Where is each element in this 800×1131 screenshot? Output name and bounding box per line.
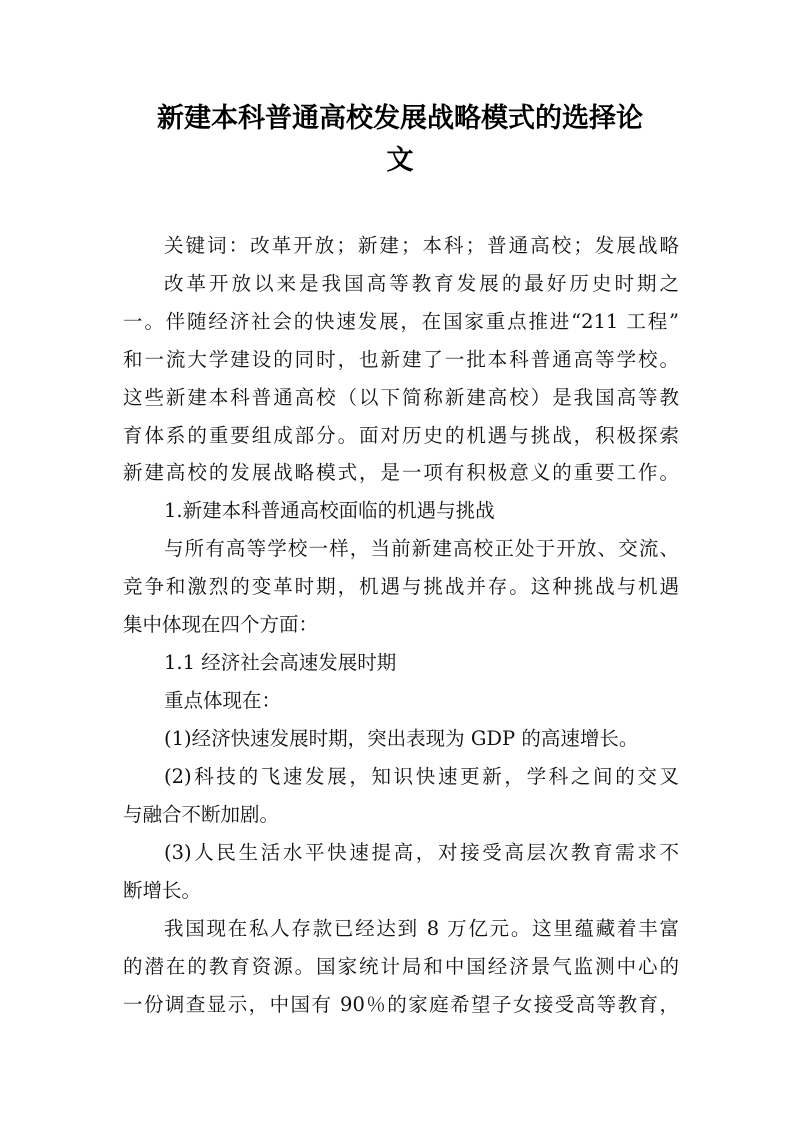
paragraph-line: 育体系的重要组成部分。面对历史的机遇与挑战，积极探索 xyxy=(123,424,679,447)
list-item: (2)科技的飞速发展，知识快速更新，学科之间的交叉 xyxy=(164,765,679,788)
list-item-continuation: 与融合不断加剧。 xyxy=(123,803,280,826)
paragraph-line: 重点体现在： xyxy=(164,689,282,712)
list-item: (3)人民生活水平快速提高，对接受高层次教育需求不 xyxy=(164,841,679,864)
paragraph-line: 与所有高等学校一样，当前新建高校正处于开放、交流、 xyxy=(164,537,679,560)
paragraph-line: 改革开放以来是我国高等教育发展的最好历史时期之 xyxy=(164,272,679,295)
paragraph-line: 集中体现在四个方面： xyxy=(123,613,319,636)
paragraph-line: 我国现在私人存款已经达到 8 万亿元。这里蕴藏着丰富 xyxy=(164,917,679,940)
keywords-line: 关键词：改革开放；新建；本科；普通高校；发展战略 xyxy=(164,234,679,257)
paragraph-line: 一。伴随经济社会的快速发展，在国家重点推进“211 工程” xyxy=(123,310,679,333)
document-title-line-2: 文 xyxy=(386,145,414,176)
document-title-line-1: 新建本科普通高校发展战略模式的选择论 xyxy=(157,103,643,134)
paragraph-line: 这些新建本科普通高校（以下简称新建高校）是我国高等教 xyxy=(123,386,679,409)
section-heading: 1.新建本科普通高校面临的机遇与挑战 xyxy=(164,499,495,522)
paragraph-line: 新建高校的发展战略模式，是一项有积极意义的重要工作。 xyxy=(123,461,679,484)
paragraph-line: 的潜在的教育资源。国家统计局和中国经济景气监测中心的 xyxy=(123,955,679,978)
subsection-heading: 1.1 经济社会高速发展时期 xyxy=(164,651,397,674)
paragraph-line: 一份调查显示，中国有 90％的家庭希望子女接受高等教育， xyxy=(123,993,679,1016)
paragraph-line: 和一流大学建设的同时，也新建了一批本科普通高等学校。 xyxy=(123,348,679,371)
paragraph-line: 竞争和激烈的变革时期，机遇与挑战并存。这种挑战与机遇 xyxy=(123,575,679,598)
list-item: (1)经济快速发展时期，突出表现为 GDP 的高速增长。 xyxy=(164,727,639,750)
list-item-continuation: 断增长。 xyxy=(123,879,202,902)
